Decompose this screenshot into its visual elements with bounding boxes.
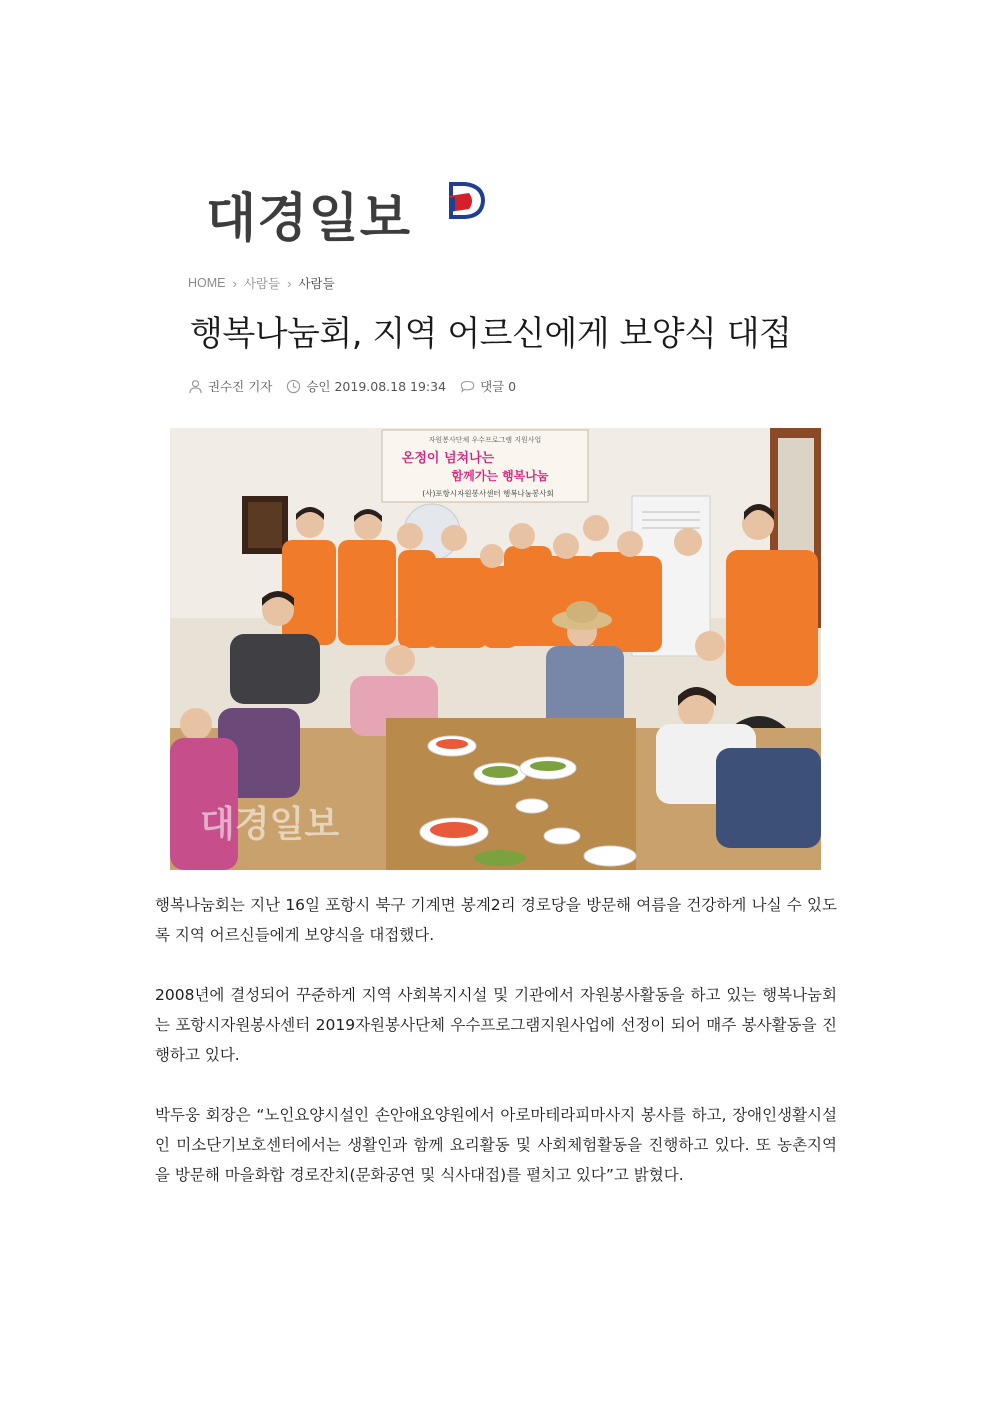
- author-name: 권수진 기자: [208, 379, 273, 394]
- article-photo: [170, 428, 821, 870]
- comment-count: 댓글 0: [480, 379, 517, 394]
- logo-text: 대경일보: [206, 189, 411, 249]
- publish-date: 승인 2019.08.18 19:34: [306, 379, 447, 394]
- article-paragraph: 박두웅 회장은 “노인요양시설인 손안애요양원에서 아로마테라피마사지 봉사를 하고, 장애인생활시설인 미소단기보호센터에서는 생활인과 함께 요리활동 및 사회체험활동을 진행하고 있다. 또 농촌지역을 방문해 마을화합 경로잔치(문화공연 및 식사대접)를 펼치고 있다”고 밝혔다.: [155, 1106, 837, 1184]
- banner-line4: (사)포항시자원봉사센터 행복나눔봉사회: [422, 489, 554, 498]
- banner-line3: 함께가는 행복나눔: [451, 469, 549, 483]
- breadcrumb-current[interactable]: 사람들: [298, 277, 335, 291]
- article-paragraph: 2008년에 결성되어 꾸준하게 지역 사회복지시설 및 기관에서 자원봉사활동을 하고 있는 행복나눔회는 포항시자원봉사센터 2019자원봉사단체 우수프로그램지원사업에 선정이 되어 매주 봉사활동을 진행하고 있다.: [155, 986, 837, 1064]
- banner-line1: 자원봉사단체 우수프로그램 지원사업: [428, 436, 542, 444]
- publish-info: [286, 377, 446, 395]
- article-meta: [188, 377, 516, 395]
- breadcrumb-home[interactable]: HOME: [188, 276, 226, 290]
- breadcrumb-section[interactable]: 사람들: [243, 277, 281, 291]
- clock-icon: [286, 379, 301, 394]
- article-title: 행복나눔회, 지역 어르신에게 보양식 대접: [190, 314, 792, 354]
- group-photo: [170, 428, 821, 870]
- speech-bubble-icon: [460, 379, 475, 394]
- photo-watermark: 대경일보: [200, 804, 340, 845]
- chevron-right-icon: ›: [232, 275, 237, 291]
- site-logo[interactable]: [206, 184, 411, 250]
- article-paragraph: 행복나눔회는 지난 16일 포항시 북구 기계면 봉계2리 경로당을 방문해 여름을 건강하게 나실 수 있도록 지역 어르신들에게 보양식을 대접했다.: [155, 896, 837, 944]
- author-info: [188, 377, 272, 395]
- comment-info[interactable]: [460, 377, 516, 395]
- breadcrumb: [188, 274, 335, 292]
- chevron-right-icon: ›: [287, 275, 292, 291]
- logo-d-mark-icon: [445, 182, 485, 220]
- person-icon: [188, 379, 203, 394]
- banner-line2: 온정이 넘쳐나는: [401, 451, 495, 466]
